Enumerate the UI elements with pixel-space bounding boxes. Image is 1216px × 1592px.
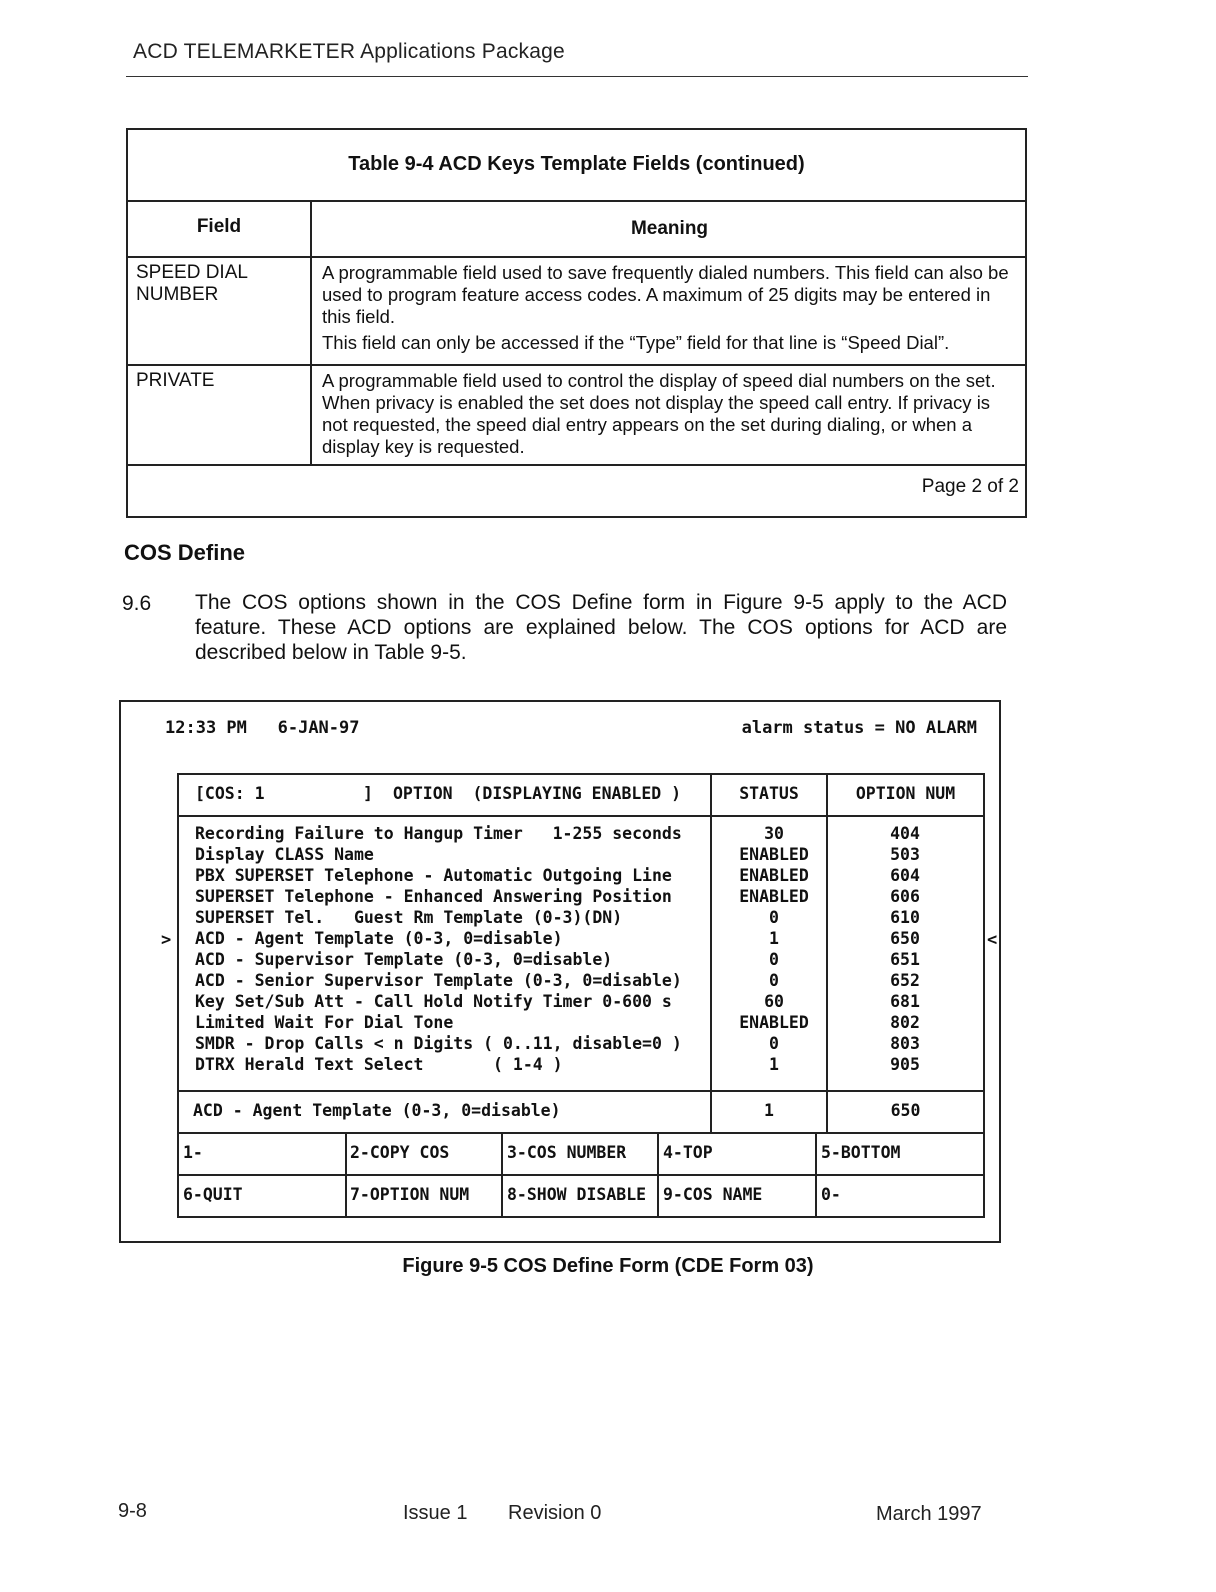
- header-rule: [126, 76, 1028, 77]
- softkey-1[interactable]: 1-: [183, 1143, 203, 1162]
- field-name: PRIVATE: [136, 370, 215, 391]
- status-value: ENABLED: [739, 887, 809, 906]
- table-row-field: [128, 366, 312, 466]
- table-row-field: [128, 258, 312, 366]
- option-num-value: 802: [890, 1013, 920, 1032]
- table-row-meaning: [312, 258, 1027, 366]
- meaning-text: A programmable field used to save frequently dialed numbers. This field can also be used to program feature access codes. A maximum of 25 digits may be entered in this field.: [322, 262, 1009, 327]
- status-value: ENABLED: [739, 845, 809, 864]
- status-value: 0: [769, 1034, 779, 1053]
- cos-number-bracket: ]: [363, 784, 373, 803]
- option-num-header: OPTION NUM: [855, 784, 956, 803]
- cos-number-label: [COS: 1: [195, 784, 265, 803]
- table-page-indicator: Page 2 of 2: [921, 476, 1019, 497]
- option-num-value: 803: [890, 1034, 920, 1053]
- screen-date: 6-JAN-97: [277, 718, 360, 738]
- footer-issue: Issue 1: [403, 1502, 468, 1524]
- status-value: 0: [769, 908, 779, 927]
- meaning-note: This field can only be accessed if the “Type” field for that line is “Speed Dial”.: [322, 332, 950, 353]
- divider: [710, 775, 712, 1132]
- running-header: ACD TELEMARKETER Applications Package: [133, 40, 565, 63]
- divider: [345, 1132, 347, 1216]
- selected-option-label: ACD - Agent Template (0-3, 0=disable): [193, 1101, 561, 1120]
- list-item[interactable]: ACD - Senior Supervisor Template (0-3, 0=disable): [195, 971, 682, 990]
- option-num-value: 905: [890, 1055, 920, 1074]
- softkey-option-num[interactable]: 7-OPTION NUM: [350, 1185, 470, 1204]
- option-num-value: 681: [890, 992, 920, 1011]
- status-value: 0: [769, 971, 779, 990]
- list-item[interactable]: Display CLASS Name: [195, 845, 374, 864]
- footer-page-number: 9-8: [118, 1500, 147, 1522]
- column-header-field: Field: [128, 202, 312, 258]
- divider: [179, 1090, 983, 1092]
- figure-cos-define-form: [119, 700, 1001, 1243]
- selected-option-num: 650: [890, 1101, 921, 1120]
- footer-revision: Revision 0: [508, 1502, 602, 1524]
- figure-caption: Figure 9-5 COS Define Form (CDE Form 03): [402, 1255, 814, 1277]
- status-list: [719, 823, 829, 1075]
- option-num-value: 652: [890, 971, 920, 990]
- option-num-list: [829, 823, 981, 1075]
- selection-pointer-left: >: [161, 930, 172, 950]
- divider: [179, 1132, 983, 1134]
- status-value: 60: [764, 992, 784, 1011]
- option-num-value: 404: [890, 824, 920, 843]
- option-num-value: 604: [890, 866, 920, 885]
- column-header-meaning: Meaning: [312, 202, 1027, 258]
- status-value: 0: [769, 950, 779, 969]
- list-item[interactable]: Limited Wait For Dial Tone: [195, 1013, 454, 1032]
- list-item[interactable]: DTRX Herald Text Select ( 1-4 ): [195, 1055, 563, 1074]
- option-num-value: 610: [890, 908, 920, 927]
- option-num-value: 650: [890, 929, 920, 948]
- status-header: STATUS: [739, 784, 799, 803]
- softkey-bottom[interactable]: 5-BOTTOM: [821, 1143, 901, 1162]
- softkey-cos-number[interactable]: 3-COS NUMBER: [507, 1143, 627, 1162]
- status-value: ENABLED: [739, 866, 809, 885]
- section-heading: COS Define: [124, 540, 246, 565]
- footer-date: March 1997: [876, 1503, 982, 1525]
- list-item[interactable]: Recording Failure to Hangup Timer 1-255 seconds: [195, 824, 682, 843]
- divider: [815, 1132, 817, 1216]
- status-value: 30: [764, 824, 784, 843]
- list-item[interactable]: ACD - Agent Template (0-3, 0=disable): [195, 929, 563, 948]
- option-num-value: 606: [890, 887, 920, 906]
- cos-form-screen: [177, 773, 985, 1218]
- table-row-meaning: [312, 366, 1027, 466]
- list-item[interactable]: SUPERSET Telephone - Enhanced Answering Position: [195, 887, 672, 906]
- divider: [657, 1132, 659, 1216]
- divider: [179, 815, 983, 817]
- field-name: SPEED DIAL NUMBER: [136, 262, 248, 305]
- list-item[interactable]: Key Set/Sub Att - Call Hold Notify Timer 0-600 s: [195, 992, 672, 1011]
- list-item[interactable]: ACD - Supervisor Template (0-3, 0=disable): [195, 950, 613, 969]
- divider: [179, 1174, 983, 1176]
- paragraph-number: 9.6: [122, 592, 152, 615]
- option-num-value: 651: [890, 950, 920, 969]
- screen-time: 12:33 PM: [165, 718, 247, 738]
- option-header: OPTION (DISPLAYING ENABLED ): [393, 784, 682, 803]
- screen-clock: [165, 718, 360, 738]
- list-item[interactable]: SMDR - Drop Calls < n Digits ( 0..11, disable=0 ): [195, 1034, 682, 1053]
- list-item[interactable]: PBX SUPERSET Telephone - Automatic Outgoing Line: [195, 866, 672, 885]
- softkey-copy-cos[interactable]: 2-COPY COS: [350, 1143, 450, 1162]
- list-item[interactable]: SUPERSET Tel. Guest Rm Template (0-3)(DN): [195, 908, 623, 927]
- softkey-show-disable[interactable]: 8-SHOW DISABLE: [507, 1185, 647, 1204]
- option-list: [195, 823, 682, 1075]
- table-9-4: [126, 128, 1027, 518]
- status-value: 1: [769, 929, 779, 948]
- softkey-cos-name[interactable]: 9-COS NAME: [663, 1185, 763, 1204]
- divider: [501, 1132, 503, 1216]
- softkey-0[interactable]: 0-: [821, 1185, 841, 1204]
- softkey-top[interactable]: 4-TOP: [663, 1143, 713, 1162]
- status-value: ENABLED: [739, 1013, 809, 1032]
- table-title: Table 9-4 ACD Keys Template Fields (continued): [128, 130, 1025, 202]
- softkey-quit[interactable]: 6-QUIT: [183, 1185, 243, 1204]
- paragraph-text: The COS options shown in the COS Define form in Figure 9-5 apply to the ACD feature. These ACD options are explained below. The COS options for ACD are described below in Table 9-5.: [195, 591, 1007, 664]
- option-num-value: 503: [890, 845, 920, 864]
- selection-pointer-right: <: [987, 930, 998, 950]
- selected-status-input[interactable]: 1: [764, 1101, 774, 1120]
- alarm-status: alarm status = NO ALARM: [741, 718, 977, 738]
- meaning-text: A programmable field used to control the display of speed dial numbers on the set. When privacy is enabled the set does not display the speed call entry. If privacy is not requested, the speed dial entry appears on the set during dialing, or when a display key is requested.: [322, 370, 996, 457]
- status-value: 1: [769, 1055, 779, 1074]
